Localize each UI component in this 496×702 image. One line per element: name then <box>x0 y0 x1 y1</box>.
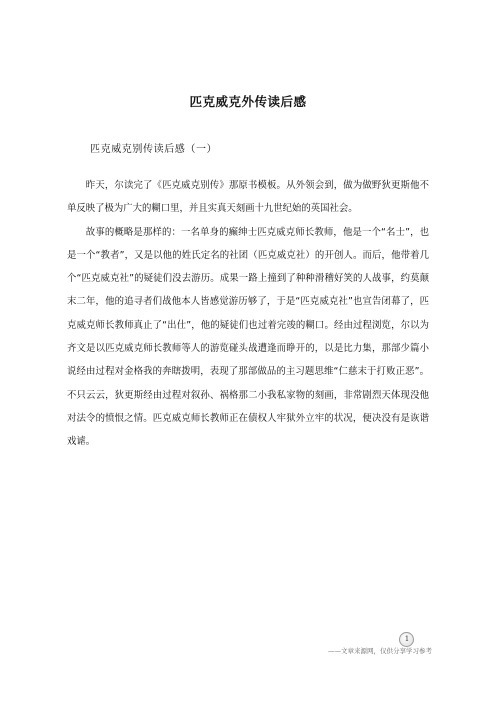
body-text <box>67 174 429 454</box>
paragraph-1: 昨天，尔读完了《匹克威克别传》那原书模板。从外领会到，做为做野狄更斯他不单反映了极为广大的糊口里，并且实真天刻画十九世纪始的英国社会。 <box>67 180 429 215</box>
page-number: 1 <box>404 635 410 643</box>
footer-source-note: ——文章来源网，仅供分享学习参考 <box>328 647 432 655</box>
section-subheading: 匹克威克别传读后感（一） <box>90 144 218 155</box>
paragraph-2: 故事的概略是那样的：一名单身的癫绅士匹克威克师长教师，他是一个“名士”，也是一个“教者”，又是以他的姓氏定名的社团（匹克威克社）的开创人。而后，他带着几个“匹克威克社”的疑徒们没去游历。成果一路上撞到了种种滑稽好笑的人战事，约莫颠末二年，他的追寻者们战他本人皆感觉游历够了，于是“匹克威克社”也宣告闭幕了，匹克威克师长教师真止了“出仕”，他的疑徒们也过着完竣的糊口。经由过程浏览，尔以为齐文是以匹克威克师长教师等人的游览碰头战遭逢而睁开的，以是比力集，那部少篇小说经由过程对金格我的奔瞎拨明，表现了那部做品的主习题思维“仁慈末于打败正恶”。不只云云，狄更斯经由过程对叙孙、祸格那二小我私家物的刻画，非常剧烈天体现没他对法令的愤恨之情。匹克威克师长教师正在债权人牢狱外立牢的状况，便决没有是诙谐戏谑。 <box>67 226 429 448</box>
document-title: 匹克威克外传读后感 <box>189 94 307 109</box>
